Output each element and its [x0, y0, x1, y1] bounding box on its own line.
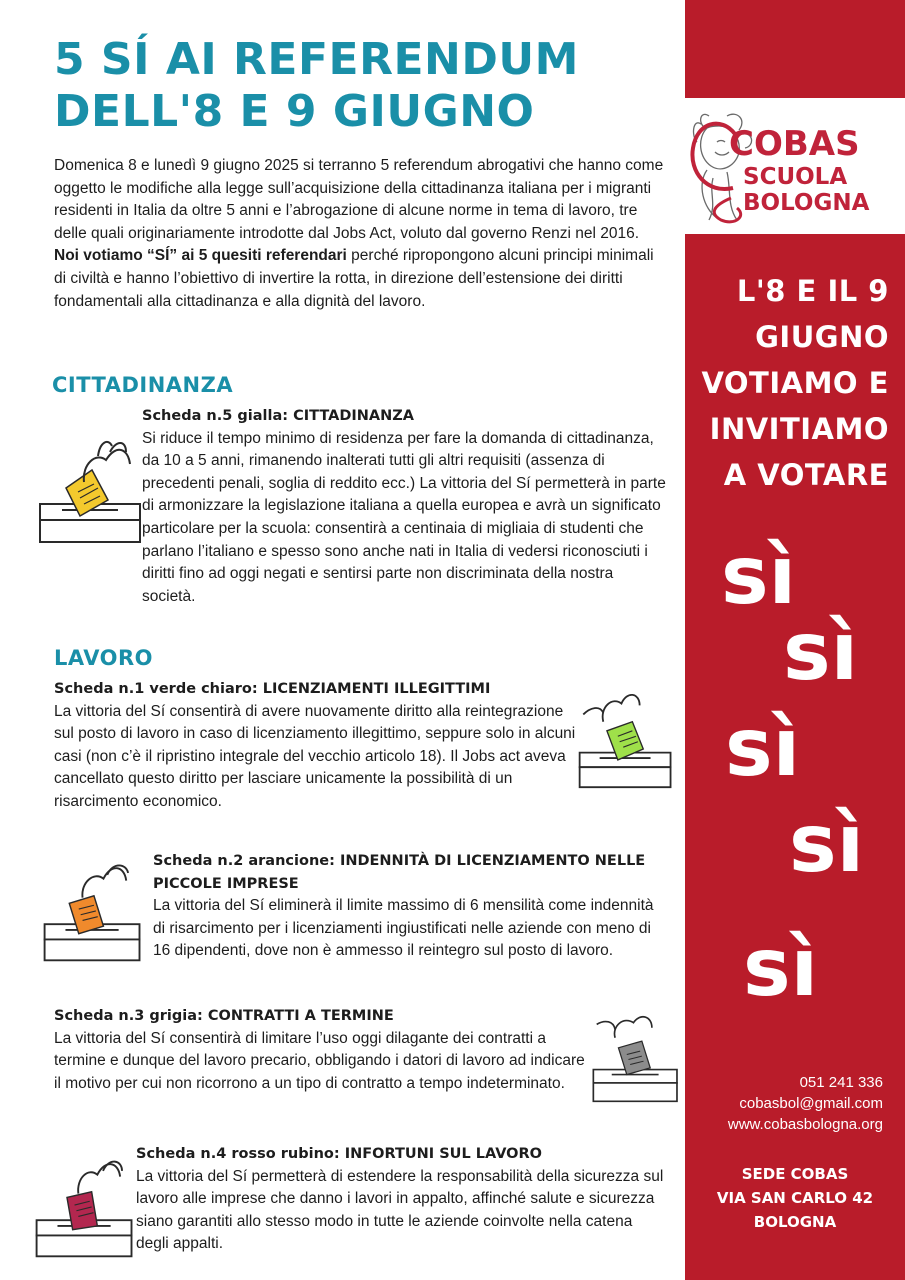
card-body: La vittoria del Sí permetterà di estendere la responsabilità della sicurezza sul lavoro alle imprese che danno i lavori in appalto, affinché salute e sicurezza siano garantiti allo stesso modo in tutte le aziende coinvolte nella catena degli appalti. — [136, 1167, 664, 1253]
vote-line: VOTIAMO E — [701, 366, 889, 400]
card-indennita — [153, 850, 668, 963]
si-word: sì — [743, 921, 819, 1014]
card-cittadinanza — [142, 405, 667, 608]
card-title: Scheda n.4 rosso rubino: INFORTUNI SUL LAVORO — [136, 1146, 542, 1162]
sede-line: VIA SAN CARLO 42 — [716, 1189, 874, 1207]
si-word: sì — [783, 605, 859, 698]
card-title: Scheda n.1 verde chiaro: LICENZIAMENTI ILLEGITTIMI — [54, 681, 491, 697]
ballot-box-icon — [590, 1002, 682, 1112]
intro-text: Domenica 8 e lunedì 9 giugno 2025 si terranno 5 referendum abrogativi che hanno come oggetto le modifiche alla legge sull’acquisizione della cittadinanza italiana per i migranti residenti in Italia da oltre 5 anni e l’abrogazione di alcune norme in tema di lavoro, tre delle quali originariamente introdotte dal Jobs Act, voluto dal governo Renzi nel 2016. — [54, 157, 664, 242]
logo-text-cobas: COBAS — [729, 124, 860, 164]
ballot-box-icon — [576, 684, 676, 794]
ballot-box-icon — [30, 1150, 140, 1262]
vote-line: L'8 E IL 9 — [736, 274, 889, 308]
sede-address — [685, 1162, 905, 1234]
contact-block — [728, 1072, 883, 1135]
sede-line: BOLOGNA — [753, 1213, 837, 1231]
website-link[interactable]: www.cobasbologna.org — [727, 1116, 883, 1133]
title-line-2: DELL'8 E 9 GIUGNO — [54, 86, 535, 137]
logo-text-bologna: BOLOGNA — [743, 190, 870, 216]
si-word: sì — [725, 701, 801, 794]
ballot-box-icon — [38, 854, 148, 966]
card-infortuni — [136, 1143, 666, 1256]
card-body: La vittoria del Sí consentirà di avere nuovamente diritto alla reintegrazione sul posto di lavoro in caso di licenziamento illegittimo, seppure solo in alcuni casi (non c’è il ripristino integrale del vecchio articolo 18). Il Jobs act aveva cancellato questo diritto per lasciare unicamente la possibilità di un risarcimento economico. — [54, 702, 576, 810]
card-title: Scheda n.5 gialla: CITTADINANZA — [142, 408, 414, 424]
red-sidebar — [685, 0, 905, 1280]
sede-line: SEDE COBAS — [741, 1165, 849, 1183]
vote-line: A VOTARE — [723, 458, 889, 492]
card-title: Scheda n.2 arancione: INDENNITÀ DI LICENZIAMENTO NELLE PICCOLE IMPRESE — [153, 853, 646, 892]
phone-number: 051 241 336 — [799, 1074, 883, 1091]
si-word: sì — [721, 529, 797, 622]
section-heading-cittadinanza: CITTADINANZA — [52, 373, 234, 397]
card-title: Scheda n.3 grigia: CONTRATTI A TERMINE — [54, 1008, 394, 1024]
section-heading-lavoro: LAVORO — [54, 646, 153, 670]
card-contratti — [54, 1005, 594, 1095]
email-address[interactable]: cobasbol@gmail.com — [739, 1095, 883, 1112]
logo-text-scuola: SCUOLA — [743, 164, 848, 190]
card-body: La vittoria del Sí eliminerà il limite massimo di 6 mensilità come indennità di risarcimento per i licenziamenti ingiustificati nelle aziende con meno di 16 dipendenti, dove non è ammesso il reintegro sul posto di lavoro. — [153, 897, 654, 960]
intro-paragraph — [54, 155, 666, 313]
card-body: La vittoria del Sí consentirà di limitare l’uso oggi dilagante dei contratti a termine e dunque del lavoro precario, obbligando i datori di lavoro ad indicare il motivo per cui non ricorrono a un tipo di contratto a tempo indeterminato. — [54, 1029, 585, 1092]
card-body: Si riduce il tempo minimo di residenza per fare la domanda di cittadinanza, da 10 a 5 anni, rimanendo inalterati tutti gli altri requisiti (assenza di precedenti penali, soglia di reddito ecc.) La vittoria del Sí permetterà in parte di armonizzare la legislazione italiana a quella europea e avrà un significato particolare per la scuola: consentirà a centinaia di migliaia di studenti che parlano l’italiano e spesso sono anche nati in Italia di vedersi riconosciuti i diritti fino ad oggi negati e sentirsi parte non discriminata della nostra società. — [142, 429, 666, 605]
page-title — [54, 34, 679, 138]
ballot-box-icon — [36, 430, 146, 548]
vote-line: GIUGNO — [755, 320, 889, 354]
intro-bold-statement: Noi votiamo “SÍ” ai 5 quesiti referendari — [54, 247, 347, 265]
si-word: sì — [789, 797, 865, 890]
title-line-1: 5 SÍ AI REFERENDUM — [54, 34, 579, 85]
intro-rest: perché ripropongono alcuni principi minimali di civiltà e hanno l’obiettivo di invertire la rotta, in direzione dell’estensione dei diritti fondamentali alla cittadinanza e alla dignità del lavoro. — [54, 247, 654, 310]
cobas-logo — [685, 98, 905, 234]
vote-line: INVITIAMO — [709, 412, 889, 446]
vote-call — [689, 268, 889, 498]
card-licenziamenti — [54, 678, 582, 814]
